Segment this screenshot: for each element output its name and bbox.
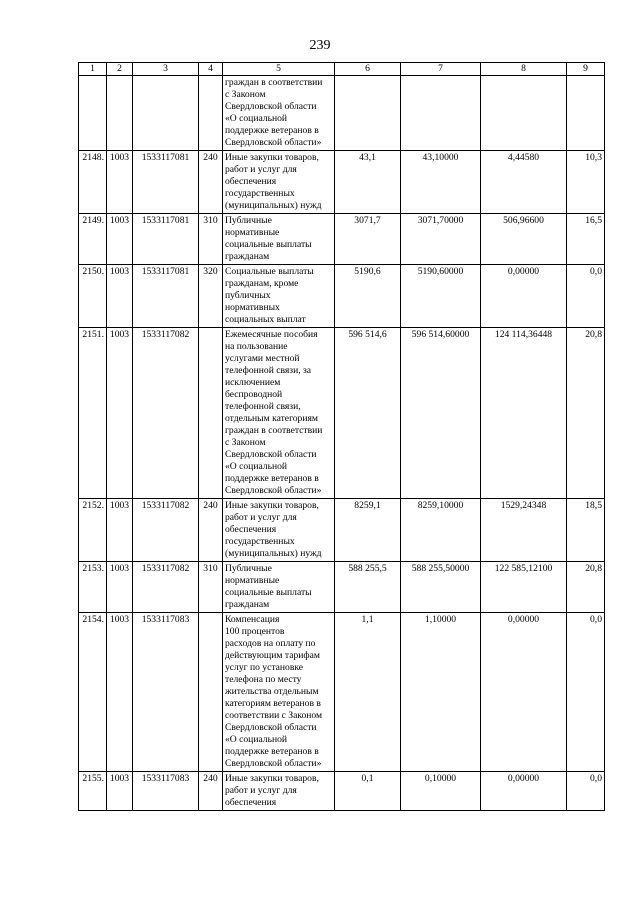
budget-table (78, 62, 605, 811)
row-number: 2152. (79, 499, 107, 562)
description: Компенсация 100 процентов расходов на оплату по действующим тарифам услуг по установке телефона по месту жительства отдельным категориям ветеранов в соответствии с Законом Свердловской области «О социальной поддержке ветеранов в Свердловской области» (223, 613, 335, 772)
row-number (79, 76, 107, 151)
value-col8: 122 585,12100 (481, 562, 567, 613)
value-col9: 10,3 (567, 151, 605, 214)
column-header: 1 (79, 63, 107, 76)
value-col9 (567, 76, 605, 151)
target-code (133, 76, 199, 151)
value-col6: 43,1 (335, 151, 401, 214)
table-row (79, 265, 605, 328)
table-row (79, 328, 605, 499)
target-code: 1533117082 (133, 499, 199, 562)
target-code: 1533117083 (133, 613, 199, 772)
target-code: 1533117082 (133, 562, 199, 613)
value-col8: 4,44580 (481, 151, 567, 214)
row-number: 2154. (79, 613, 107, 772)
section-code: 1003 (107, 772, 133, 811)
value-col9: 0,0 (567, 613, 605, 772)
value-col8: 0,00000 (481, 613, 567, 772)
value-col6: 0,1 (335, 772, 401, 811)
target-code: 1533117081 (133, 151, 199, 214)
section-code: 1003 (107, 328, 133, 499)
value-col7: 588 255,50000 (401, 562, 481, 613)
value-col7: 5190,60000 (401, 265, 481, 328)
table-row (79, 772, 605, 811)
value-col6: 596 514,6 (335, 328, 401, 499)
target-code: 1533117083 (133, 772, 199, 811)
column-header: 4 (199, 63, 223, 76)
description: Иные закупки товаров, работ и услуг для обеспечения (223, 772, 335, 811)
section-code: 1003 (107, 499, 133, 562)
expense-type: 320 (199, 265, 223, 328)
description: Социальные выплаты гражданам, кроме публичных нормативных социальных выплат (223, 265, 335, 328)
target-code: 1533117082 (133, 328, 199, 499)
table-row (79, 151, 605, 214)
row-number: 2150. (79, 265, 107, 328)
description: граждан в соответствии с Законом Свердловской области «О социальной поддержке ветеранов в Свердловской области» (223, 76, 335, 151)
value-col7: 43,10000 (401, 151, 481, 214)
table-header (79, 63, 605, 76)
value-col8: 1529,24348 (481, 499, 567, 562)
description: Ежемесячные пособия на пользование услугами местной телефонной связи, за исключением беспроводной телефонной связи, отдельным категориям граждан в соответствии с Законом Свердловской области «О социальной поддержке ветеранов в Свердловской области» (223, 328, 335, 499)
table-row (79, 499, 605, 562)
header-row (79, 63, 605, 76)
value-col8: 0,00000 (481, 772, 567, 811)
section-code: 1003 (107, 265, 133, 328)
expense-type (199, 76, 223, 151)
value-col7: 0,10000 (401, 772, 481, 811)
column-header: 8 (481, 63, 567, 76)
value-col9: 16,5 (567, 214, 605, 265)
column-header: 5 (223, 63, 335, 76)
row-number: 2153. (79, 562, 107, 613)
value-col8: 506,96600 (481, 214, 567, 265)
section-code: 1003 (107, 214, 133, 265)
row-number: 2155. (79, 772, 107, 811)
target-code: 1533117081 (133, 214, 199, 265)
value-col7: 596 514,60000 (401, 328, 481, 499)
description: Иные закупки товаров, работ и услуг для обеспечения государственных (муниципальных) нужд (223, 499, 335, 562)
value-col6: 5190,6 (335, 265, 401, 328)
value-col9: 20,8 (567, 328, 605, 499)
expense-type (199, 613, 223, 772)
target-code: 1533117081 (133, 265, 199, 328)
column-header: 3 (133, 63, 199, 76)
section-code (107, 76, 133, 151)
value-col9: 0,0 (567, 772, 605, 811)
expense-type: 310 (199, 214, 223, 265)
column-header: 2 (107, 63, 133, 76)
value-col6: 588 255,5 (335, 562, 401, 613)
value-col8: 0,00000 (481, 265, 567, 328)
expense-type: 310 (199, 562, 223, 613)
expense-type: 240 (199, 772, 223, 811)
column-header: 7 (401, 63, 481, 76)
value-col6: 1,1 (335, 613, 401, 772)
value-col7: 8259,10000 (401, 499, 481, 562)
value-col9: 18,5 (567, 499, 605, 562)
column-header: 9 (567, 63, 605, 76)
value-col6 (335, 76, 401, 151)
value-col7 (401, 76, 481, 151)
description: Публичные нормативные социальные выплаты гражданам (223, 214, 335, 265)
value-col7: 1,10000 (401, 613, 481, 772)
section-code: 1003 (107, 151, 133, 214)
page-number: 239 (309, 38, 331, 53)
value-col8 (481, 76, 567, 151)
description: Иные закупки товаров, работ и услуг для обеспечения государственных (муниципальных) нужд (223, 151, 335, 214)
table-body (79, 76, 605, 811)
value-col9: 0,0 (567, 265, 605, 328)
value-col9: 20,8 (567, 562, 605, 613)
value-col6: 8259,1 (335, 499, 401, 562)
table-row (79, 562, 605, 613)
table-row (79, 76, 605, 151)
expense-type: 240 (199, 151, 223, 214)
row-number: 2151. (79, 328, 107, 499)
column-header: 6 (335, 63, 401, 76)
expense-type: 240 (199, 499, 223, 562)
value-col6: 3071,7 (335, 214, 401, 265)
description: Публичные нормативные социальные выплаты гражданам (223, 562, 335, 613)
value-col7: 3071,70000 (401, 214, 481, 265)
section-code: 1003 (107, 613, 133, 772)
table-row (79, 214, 605, 265)
table-row (79, 613, 605, 772)
section-code: 1003 (107, 562, 133, 613)
row-number: 2149. (79, 214, 107, 265)
expense-type (199, 328, 223, 499)
value-col8: 124 114,36448 (481, 328, 567, 499)
row-number: 2148. (79, 151, 107, 214)
